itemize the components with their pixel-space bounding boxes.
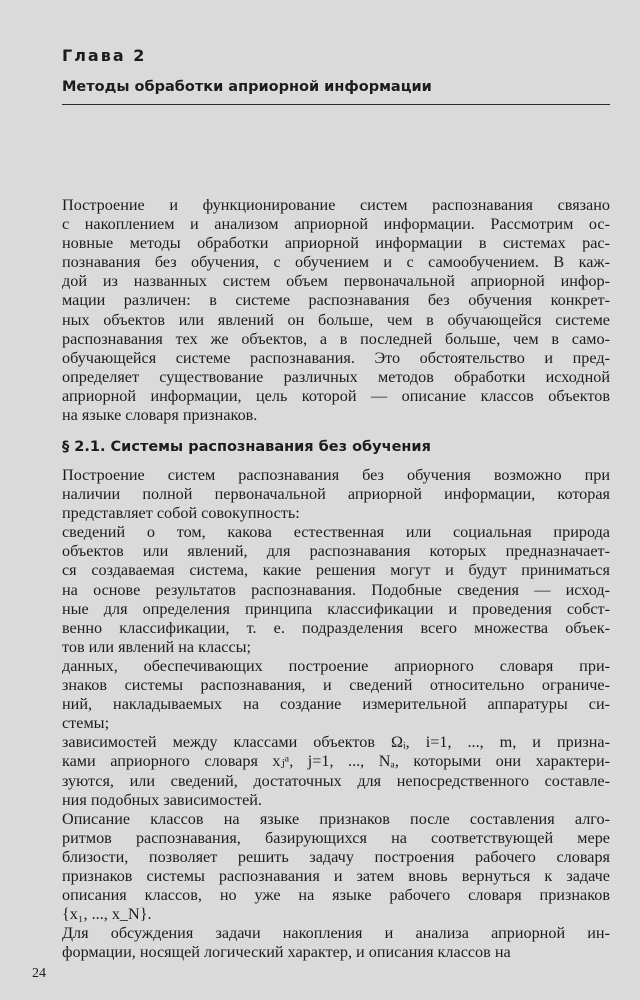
chapter-title: Методы обработки априорной информации xyxy=(62,79,432,95)
text-line: описания классов, но уже на языке рабочего словаря признаков xyxy=(62,886,610,905)
text-line: Для обсуждения задачи накопления и анализа априорной ин- xyxy=(62,924,610,943)
text-line: зависимостей между классами объектов Ωᵢ, i=1, ..., m, и призна- xyxy=(62,733,610,752)
text-line: данных, обеспечивающих построение априорного словаря при- xyxy=(62,656,610,675)
text-line: знаков системы распознавания, и сведений относительно ограниче- xyxy=(62,676,610,695)
text-line: ками априорного словаря xⱼᵃ, j=1, ..., Nₐ, которыми они характери- xyxy=(62,752,610,771)
text-line: на языке словаря признаков. xyxy=(62,406,258,425)
text-line: обучающейся системе распознавания. Это обстоятельство и пред- xyxy=(62,348,610,367)
text-line: ся создаваемая система, какие решения могут и будут приниматься xyxy=(62,561,610,580)
section-body xyxy=(62,466,610,962)
text-line: признаков системы распознавания и затем вновь вернуться к задаче xyxy=(62,866,610,885)
chapter-divider xyxy=(62,104,610,105)
text-line: определяет существование различных методов обработки исходной xyxy=(62,367,610,386)
chapter-label: Глава 2 xyxy=(62,46,147,65)
page-number: 24 xyxy=(32,966,46,981)
text-line: Построение систем распознавания без обучения возможно при xyxy=(62,466,610,484)
text-line: формации, носящей логический характер, и описания классов на xyxy=(62,943,511,962)
text-line: наличии полной первоначальной априорной информации, которая xyxy=(62,485,610,504)
text-line: на основе результатов распознавания. Подобные сведения — исход- xyxy=(62,580,610,599)
text-line: венно классификации, т. е. подразделения всего множества объек- xyxy=(62,618,610,637)
section-heading: § 2.1. Системы распознавания без обучения xyxy=(62,439,431,455)
text-line: стемы; xyxy=(62,714,110,733)
text-line: распознавания тех же объектов, а в последней больше, чем в само- xyxy=(62,329,610,348)
intro-paragraph xyxy=(62,196,610,425)
text-line: ритмов распознавания, базирующихся на соответствующей мере xyxy=(62,828,610,847)
text-line: ных объектов или явлений он больше, чем в обучающейся системе xyxy=(62,310,610,329)
text-line: ний, накладываемых на создание измерительной аппаратуры си- xyxy=(62,695,610,714)
text-line: зуются, или сведений, достаточных для непосредственного составле- xyxy=(62,771,610,790)
text-line: априорной информации, цель которой — описание классов объектов xyxy=(62,386,610,405)
text-line: {x₁, ..., x_N}. xyxy=(62,905,152,924)
text-line: сведений о том, какова естественная или социальная природа xyxy=(62,523,610,542)
text-line: Построение и функционирование систем распознавания связано xyxy=(62,196,610,214)
text-line: ния подобных зависимостей. xyxy=(62,790,262,809)
text-line: тов или явлений на классы; xyxy=(62,637,252,656)
text-line: мации различен: в системе распознавания без обучения конкрет- xyxy=(62,291,610,310)
text-line: близости, позволяет решить задачу построения рабочего словаря xyxy=(62,847,610,866)
text-line: представляет собой совокупность: xyxy=(62,504,300,523)
text-line: познавания без обучения, с обучением и с самообучением. В каж- xyxy=(62,253,610,272)
text-line: дой из названных систем объем первоначальной априорной инфор- xyxy=(62,272,610,291)
text-line: с накоплением и анализом априорной информации. Рассмотрим ос- xyxy=(62,215,610,234)
text-line: Описание классов на языке признаков после составления алго- xyxy=(62,809,610,828)
text-line: ные для определения принципа классификации и проведения собст- xyxy=(62,599,610,618)
text-line: новные методы обработки априорной информации в системах рас- xyxy=(62,234,610,253)
text-line: объектов или явлений, для распознавания которых предназначает- xyxy=(62,542,610,561)
